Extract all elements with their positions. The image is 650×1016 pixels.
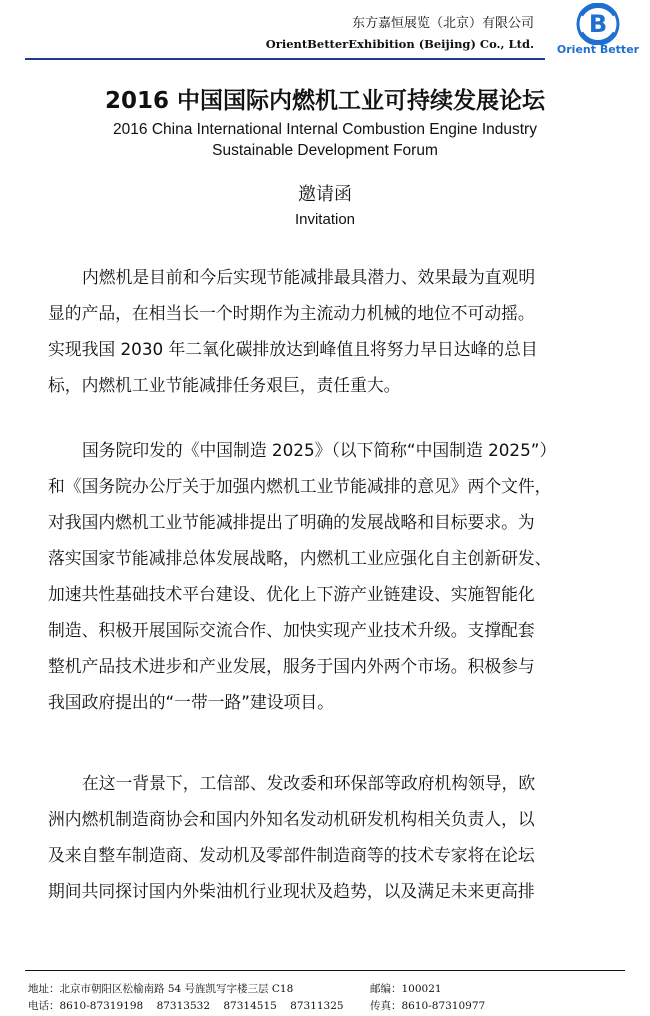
paragraph-line: 制造、积极开展国际交流合作、加快实现产业技术升级。支撑配套 — [48, 620, 535, 640]
paragraph-1 — [48, 259, 578, 403]
footer-postcode: 邮编：100021 — [370, 983, 442, 995]
paragraph-line: 及来自整车制造商、发动机及零部件制造商等的技术专家将在论坛 — [48, 845, 535, 865]
paragraph-line: 整机产品技术进步和产业发展，服务于国内外两个市场。积极参与 — [48, 656, 535, 676]
company-logo — [548, 3, 648, 61]
footer-rule — [25, 970, 625, 971]
logo-letter: B — [588, 10, 608, 38]
paragraph-2 — [48, 432, 578, 720]
paragraph-3 — [48, 765, 578, 909]
paragraph-line: 对我国内燃机工业节能减排提出了明确的发展战略和目标要求。为 — [48, 512, 535, 532]
footer-phone: 电话：8610-87319198 87313532 87314515 87311325 — [28, 1000, 344, 1012]
title-en-line1: 2016 China International Internal Combustion Engine Industry — [113, 121, 537, 138]
company-name-cn: 东方嘉恒展览（北京）有限公司 — [351, 16, 534, 31]
title-en-line2: Sustainable Development Forum — [212, 142, 438, 159]
logo-text: Orient Better — [556, 43, 640, 56]
paragraph-line: 我国政府提出的“一带一路”建设项目。 — [48, 692, 334, 712]
company-name-en: OrientBetterExhibition (Beijing) Co., Ltd. — [265, 37, 534, 51]
paragraph-line: 期间共同探讨国内外柴油机行业现状及趋势，以及满足未来更高排 — [48, 881, 535, 901]
paragraph-line: 在这一背景下，工信部、发改委和环保部等政府机构领导，欧 — [82, 773, 536, 793]
paragraph-line: 加速共性基础技术平台建设、优化上下游产业链建设、实施智能化 — [48, 584, 535, 604]
logo-b-icon — [548, 3, 648, 45]
invitation-heading-cn: 邀请函 — [298, 184, 352, 205]
invitation-heading-en: Invitation — [294, 211, 356, 228]
paragraph-line: 洲内燃机制造商协会和国内外知名发动机研发机构相关负责人，以 — [48, 809, 535, 829]
header-rule — [25, 58, 545, 60]
paragraph-line: 和《国务院办公厅关于加强内燃机工业节能减排的意见》两个文件， — [48, 476, 552, 496]
paragraph-line: 实现我国 2030 年二氧化碳排放达到峰值且将努力早日达峰的总目 — [48, 339, 538, 359]
paragraph-line: 内燃机是目前和今后实现节能减排最具潜力、效果最为直观明 — [82, 267, 536, 287]
title-en — [40, 119, 610, 161]
paragraph-line: 显的产品，在相当长一个时期作为主流动力机械的地位不可动摇。 — [48, 303, 535, 323]
footer-fax: 传真：8610-87310977 — [370, 1000, 486, 1012]
paragraph-line: 标，内燃机工业节能减排任务艰巨，责任重大。 — [48, 375, 401, 395]
title-cn: 2016 中国国际内燃机工业可持续发展论坛 — [104, 88, 546, 114]
paragraph-line: 落实国家节能减排总体发展战略，内燃机工业应强化自主创新研发、 — [48, 548, 552, 568]
paragraph-line: 国务院印发的《中国制造 2025》（以下简称“中国制造 2025”） — [82, 440, 557, 460]
footer-address: 地址：北京市朝阳区松榆南路 54 号旌凯写字楼三层 C18 — [28, 983, 294, 995]
